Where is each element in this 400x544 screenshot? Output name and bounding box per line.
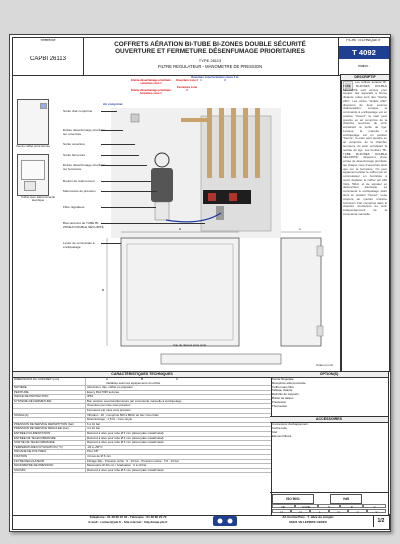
cert-grid-head-cell: R bbox=[340, 504, 363, 508]
spec-value: Aluminium, tôle, coffret en polyester bbox=[85, 386, 271, 390]
page-number: 1/2 bbox=[373, 515, 388, 527]
accessory-item: Cache-tube bbox=[272, 427, 287, 431]
options-panel bbox=[270, 371, 389, 516]
spec-key: PRESSION DE SERVICE RÉPARTITION (bar) bbox=[14, 422, 75, 426]
spec-key: FILTRE RÉGULATEUR bbox=[14, 459, 45, 463]
spec-value: Raccord à olive pour tube Ø 6 mm (désoxydée métal/métal) bbox=[85, 469, 271, 473]
drawing-area bbox=[12, 74, 342, 372]
spec-key: SYSTÈME DE FERMETURE bbox=[14, 399, 52, 403]
dims-col-c: C bbox=[176, 378, 179, 381]
label-levier: Levier de commande à encliquetage bbox=[63, 242, 95, 249]
option-item: Boîtier de liaison bbox=[272, 396, 294, 400]
spec-value: 4 trous de Ø 6 mm bbox=[85, 455, 271, 459]
callout-blue-2: Fermeture zones 1 et 2 bbox=[211, 76, 239, 83]
dims-label: DIMENSIONS DU COFFRET (mm) bbox=[14, 378, 60, 381]
cert-grid-value-cell: N bbox=[272, 509, 291, 513]
cert-grid-head bbox=[272, 504, 386, 508]
spec-key: FIXATION bbox=[14, 454, 28, 458]
company-logo-icon bbox=[213, 516, 237, 526]
callout-red-mid-1: Ouverture zone 2 bbox=[176, 79, 198, 82]
footer-email: E-mail : contact@pfc.fr - Site internet : http://www.pfc.fr bbox=[88, 521, 168, 524]
cert-grid-value-cell: N bbox=[291, 509, 310, 513]
label-entree-ouverture: Entrée désenfumage prioritaire sur ouverture bbox=[63, 129, 106, 136]
specs-rows bbox=[13, 386, 271, 473]
spec-value: Filtrage 20µ - Pression sortie : 0 - 10 bar - Pression entrée : 0.5 - 12 bar bbox=[85, 460, 271, 464]
subtitle: FILTRE RÉGULATEUR - MANOMÈTRE DE PRESSION bbox=[157, 65, 263, 69]
spec-key: TEMPÉRATURE D'UTILISATION (°C) bbox=[14, 445, 63, 449]
view-label: Vue de dessus sans porte bbox=[173, 344, 207, 347]
label-bouton-rearmement: Bouton de réarmement bbox=[63, 180, 95, 183]
spec-value: Epoxy RAL7035 texturée bbox=[85, 391, 271, 395]
descriptif-heading: DESCRIPTIF bbox=[340, 74, 390, 81]
label-sortie-ouverture: Sortie ouverture bbox=[63, 143, 86, 146]
title-line-1: COFFRETS AÉRATION BI-TUBE BI-ZONES DOUBLE SÉCURITÉ bbox=[114, 41, 306, 48]
edition-label: édition : bbox=[358, 65, 370, 68]
dims-note: Variables selon les équipements du coffret bbox=[106, 380, 161, 385]
spec-value: Pilot 1/8" bbox=[85, 450, 271, 454]
label-filtre: Filtre régulateur bbox=[63, 206, 85, 209]
spec-value: Ouverture par mise sous pression bbox=[85, 404, 271, 408]
spec-value: -20 à +50°C bbox=[85, 446, 271, 450]
iso-label: ISO 9001 bbox=[286, 497, 300, 501]
title-line-2: OUVERTURE ET FERMETURE DÉSENFUMAGE PRIORITAIRES bbox=[115, 48, 305, 56]
accessory-item: Element filtrant bbox=[272, 434, 292, 438]
regulator-thumb bbox=[24, 181, 36, 191]
main-product-photo bbox=[111, 108, 281, 238]
spec-key: ORGANE DE POLYMEO bbox=[14, 450, 47, 454]
accessory-item: Clef bbox=[272, 430, 278, 434]
specs-heading: CARACTÉRISTIQUES TECHNIQUES bbox=[13, 372, 271, 378]
option-item: Coffret sans filtre bbox=[272, 385, 294, 389]
option-item: Rétrofits de supports bbox=[272, 393, 299, 397]
cert-grid-value-cell: N bbox=[329, 509, 348, 513]
open-panel bbox=[21, 160, 45, 180]
dims-values bbox=[85, 378, 271, 385]
callout-blue-1: Ouverture zone 1 bbox=[191, 76, 211, 83]
vds-badge bbox=[330, 494, 362, 504]
dimension-a: A bbox=[179, 228, 182, 231]
option-item: Thermostat bbox=[272, 404, 287, 408]
label-plate bbox=[40, 103, 47, 109]
descriptif-text: Les coffrets aération BI-TUBE BI-ZONES DOUBLE SÉCURITÉ sont conçus pour équiper des appareils à bonne distance reliés sont des "double effet". Les vérins "double effet" disposent de deux sources d'alimentation. Lorsque la commande à encliquetage est en position "Ouvert", la main peut prendre en air comprimé de la chambre ouverture du vérin entraînant la sortie de tige. Lorsque la manette à encliquetage est en position "Fermé", la main peut prendre en air comprimé de la chambre fermeture du vérin entraînant la rentrée de tige. Les boutiers "BI-TUBE BI-ZONES DOUBLE SÉCURITÉ" disposent d'une entrée de désenfumage prioritaire qui chaque zone d'ouverture ainsi que sur la fermeture. On peut également piloter le coffret par un commutateur en fourniture à ouvrir déplacer le coffret par 230 Volts, 50Hz, et de signaler un déclencheur électrique. La commande à encliquetage étant alors en position "Ouvert", toute coupure de courant entraîne l'émission d'air comprimé dans la chambre d'ouverture du vérin indépendamment de la commande manuelle. bbox=[343, 80, 387, 216]
cert-grid-head-cell: S bbox=[318, 504, 341, 508]
technical-drawing bbox=[61, 226, 341, 371]
option-item: Sonde filoguidée bbox=[272, 378, 294, 381]
dimension-c: C bbox=[299, 228, 302, 231]
dims-unit-label: Cotes en mm bbox=[316, 364, 334, 367]
callout-red-top-2: Entrée désenfumage prioritaire fermeture zone 1 bbox=[131, 89, 171, 96]
iso-badge bbox=[272, 494, 314, 504]
vds-label: VdS bbox=[342, 497, 350, 501]
spec-value: IP54 bbox=[85, 395, 271, 399]
reference-code: CAPBI 26113 bbox=[30, 56, 66, 62]
reference-label: Référence bbox=[40, 39, 56, 42]
descriptif-panel bbox=[340, 79, 390, 372]
spec-value: Désenfumage : 1,5 l/s ; zone vinyle bbox=[85, 418, 271, 422]
label-sortie-air: Sortie d'air comprimé bbox=[63, 110, 93, 113]
cert-grid-value-cell: V bbox=[367, 509, 386, 513]
spec-key: PEINTURE bbox=[14, 390, 29, 394]
spec-value: Fermeture par mise sous pression bbox=[85, 409, 271, 413]
cert-grid-values bbox=[272, 509, 386, 513]
spec-row bbox=[13, 469, 271, 474]
footer-phone: Téléphone : 01 48 60 15 02 - Télécopie : 01 48 60 20 70 bbox=[89, 516, 167, 519]
spec-key: ENTRÉE D'ALIMENTATION bbox=[14, 431, 51, 435]
header bbox=[12, 37, 390, 76]
option-item: Pressostat bbox=[272, 400, 286, 404]
fiche-number: T 4092 bbox=[339, 46, 389, 59]
spec-key: ENTRÉE DE TÉLÉCOMMANDE bbox=[14, 436, 56, 440]
spec-key: SORTIE DE TÉLÉCOMMANDE bbox=[14, 441, 55, 445]
cert-grid-value-cell: V bbox=[348, 509, 367, 513]
caption-closed: Vue du coffret porte fermée bbox=[16, 145, 50, 148]
dims-col-b: B bbox=[141, 378, 143, 381]
spec-value: 4 à 10 bar bbox=[85, 427, 271, 431]
spec-key: MATIÈRE bbox=[14, 386, 27, 389]
callout-air: Air comprimé bbox=[103, 103, 123, 106]
cert-grid-head-cell: LIGNE bbox=[295, 504, 318, 508]
type-label: TYPE 26113 bbox=[198, 59, 222, 63]
spec-value: Raccord à olive pour tube Ø 6 mm (désoxydée métal/métal) bbox=[85, 441, 271, 445]
spec-value: Raccord à olive pour tube Ø 6 mm (désoxydée métal/métal) bbox=[85, 437, 271, 441]
label-sortie-fermeture: Sortie fermeture bbox=[63, 154, 86, 157]
caption-remote: Coffret avec télécommande électrique bbox=[20, 196, 56, 203]
spec-key: SOUMIS bbox=[14, 468, 26, 472]
footer-address-2: 93421 VILLEPINTE CEDEX bbox=[289, 521, 327, 524]
label-entree-fermeture: Entrée désenfumage prioritaire sur fermeture bbox=[63, 164, 106, 171]
label-manometre: Manomètre de pression bbox=[63, 190, 96, 193]
spec-value: Raccord à olive pour tube Ø 6 mm (désoxydée métal/métal) bbox=[85, 432, 271, 436]
photo-cabinet-open bbox=[17, 154, 49, 196]
spec-key: PRESSION DE SERVICE RÉGULÉE (bar) bbox=[14, 427, 69, 431]
spec-value: Bon position ouverture/fermeture par commande manuelle à encliquetage bbox=[85, 400, 271, 404]
callout-red-mid-2: Fermeture zone 2 bbox=[176, 86, 197, 93]
specs-table bbox=[12, 371, 272, 516]
dimension-b: B bbox=[102, 289, 105, 292]
dims-row bbox=[13, 378, 271, 386]
dims-col-a: A bbox=[106, 378, 108, 381]
cert-grid-head-cell: NF bbox=[272, 504, 295, 508]
option-item: Réceptrice télécommande bbox=[272, 381, 306, 385]
document-title bbox=[85, 41, 335, 56]
cert-grid-value-cell: 1 bbox=[310, 509, 329, 513]
footer bbox=[12, 514, 390, 530]
cert-grid-head-cell: V bbox=[363, 504, 386, 508]
document-sheet bbox=[9, 34, 391, 532]
spec-value: Manomètre Ø 40 mm / Graduation : 0 à 10 bar bbox=[85, 464, 271, 468]
accessories-heading: ACCESSOIRES bbox=[270, 416, 388, 423]
photo-cabinet-closed bbox=[17, 99, 49, 145]
options-heading: OPTION(S) bbox=[270, 372, 388, 378]
cert-box bbox=[270, 492, 388, 515]
spec-key: SIGNAL(A) bbox=[14, 413, 29, 417]
spec-key: MANOMÈTRE DE PRESSION bbox=[14, 464, 54, 468]
accessories-list bbox=[270, 423, 388, 438]
option-item: Tableau d'alerte bbox=[272, 389, 293, 393]
accessory-item: Connexions d'échappement bbox=[272, 423, 308, 427]
options-list bbox=[270, 378, 388, 408]
fiche-cell bbox=[338, 38, 389, 75]
footer-address-1: ZA Central Parc - 7, allée du Jongler bbox=[282, 516, 334, 519]
reference-cell bbox=[13, 38, 84, 75]
label-bloc-temoins: Bloc-témoins de TUBE BI-ZONES DOUBLE SÉCURITÉ bbox=[63, 222, 104, 229]
spec-value: 6 à 10 bar bbox=[85, 423, 271, 427]
spec-key: INDICE DE PROTECTION bbox=[14, 395, 49, 399]
fiche-label: FICHE TECHNIQUE n° bbox=[346, 39, 382, 42]
callout-red-top-1: Entrée désenfumage prioritaire ouverture zone 1 bbox=[131, 79, 171, 86]
spec-value: Vibration : 20 ; comprimé 500 à 800L/ air bec zone fuide bbox=[85, 414, 271, 418]
